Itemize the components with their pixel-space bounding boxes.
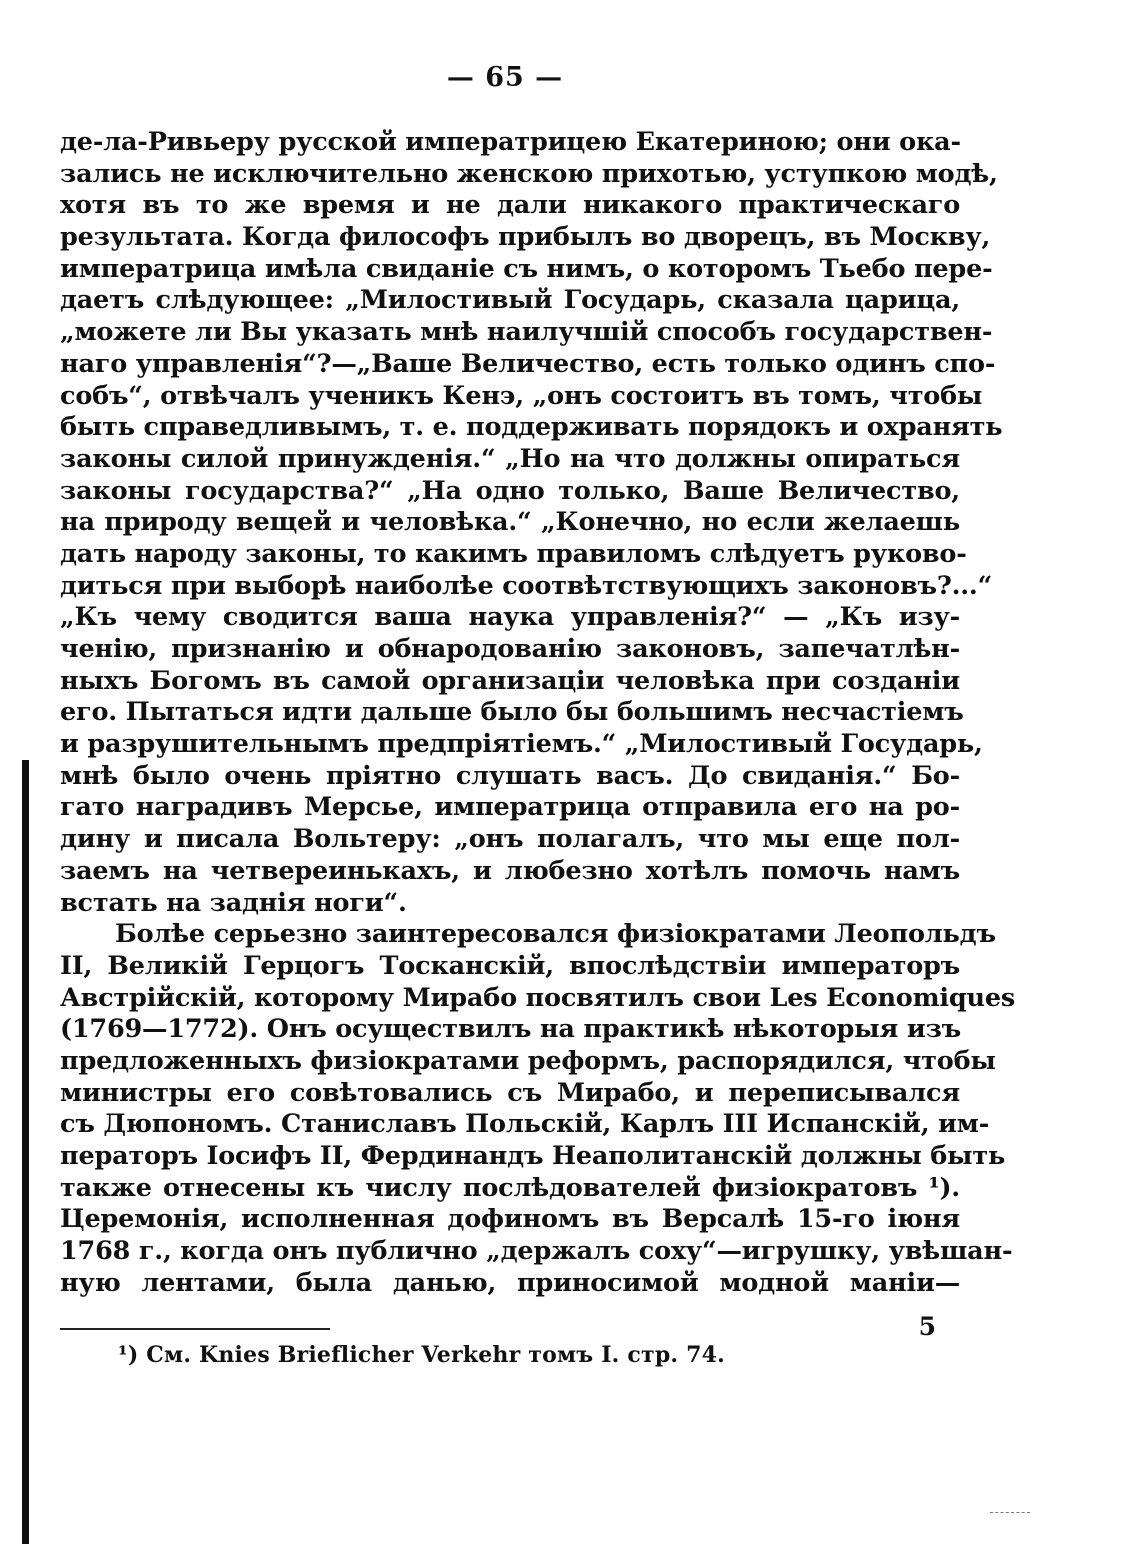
text-line: ныхъ Богомъ въ самой организаціи человѣка при созданіи	[60, 665, 960, 696]
text-line: мнѣ было очень пріятно слушать васъ. До свиданія.“ Бо-	[60, 760, 960, 791]
text-line: (1769—1772). Онъ осуществилъ на практикѣ нѣкоторыя изъ	[60, 1014, 962, 1045]
scan-binding-edge	[22, 760, 29, 1544]
paragraph-end-line: встать на заднія ноги“.	[60, 887, 407, 918]
text-line: дину и писала Вольтеру: „онъ полагалъ, что мы еще пол-	[60, 824, 960, 855]
text-line: также отнесены къ числу послѣдователей физіократовъ ¹).	[60, 1172, 960, 1203]
text-line: ператоръ Іосифъ II, Фердинандъ Неаполитанскій должны быть	[60, 1141, 1006, 1171]
text-line: императрица имѣла свиданіе съ нимъ, о которомъ Тьебо пере-	[60, 253, 993, 284]
text-line: министры его совѣтовались съ Мирабо, и переписывался	[60, 1077, 960, 1108]
text-line: заемъ на четвереинькахъ, и любезно хотѣлъ помочь намъ	[60, 855, 960, 886]
text-line: де-ла-Ривьеру русской императрицею Екатериною; они ока-	[60, 127, 961, 157]
text-line: законы силой принужденія.“ „Но на что должны опираться	[60, 443, 960, 474]
text-line: съ Дюпономъ. Станиславъ Польскій, Карлъ III Испанскій, им-	[60, 1109, 990, 1140]
text-line: даетъ слѣдующее: „Милостивый Государь, сказала царица,	[60, 285, 960, 316]
text-line: „можете ли Вы указать мнѣ наилучшій способъ государствен-	[60, 317, 993, 348]
text-line: собъ“, отвѣчалъ ученикъ Кенэ, „онъ состоитъ въ томъ, чтобы	[60, 380, 983, 411]
printer-signature-mark: 5	[918, 1312, 936, 1341]
text-line: результата. Когда философъ прибылъ во дворецъ, въ Москву,	[60, 222, 991, 253]
text-line: на природу вещей и человѣка.“ „Конечно, но если желаешь	[60, 507, 960, 538]
footnote-rule	[60, 1328, 330, 1330]
footnote: ¹) См. Knies Brieflicher Verkehr томъ I. стр. 74.	[118, 1342, 726, 1368]
body-text	[60, 127, 1016, 1299]
text-line: законы государства?“ „На одно только, Ваше Величество,	[60, 475, 960, 506]
footnote-separator-row	[60, 1312, 960, 1342]
text-line: гато наградивъ Мерсье, императрица отправила его на ро-	[60, 792, 960, 823]
text-line: ную лентами, была данью, приносимой модной маніи—	[60, 1267, 960, 1298]
text-line: его. Пытаться идти дальше было бы большимъ несчастіемъ	[60, 697, 964, 728]
text-line: 1768 г., когда онъ публично „держалъ соху“—игрушку, увѣшан-	[60, 1236, 1013, 1267]
text-line: ченію, признанію и обнародованію законовъ, запечатлѣн-	[60, 634, 960, 664]
text-line: Церемонія, исполненная дофиномъ въ Версалѣ 15-го іюня	[60, 1204, 960, 1235]
scan-artifact	[990, 1512, 1030, 1513]
text-line: II, Великій Герцогъ Тосканскій, впослѣдствіи императоръ	[60, 950, 960, 981]
text-line: дать народу законы, то какимъ правиломъ слѣдуетъ руково-	[60, 538, 967, 569]
text-line: хотя въ то же время и не дали никакого практическаго	[60, 190, 960, 221]
text-line: зались не исключительно женскою прихотью, уступкою модѣ,	[60, 158, 998, 189]
paragraph-start-line: Болѣе серьезно заинтересовался физіократами Леопольдъ	[115, 919, 996, 950]
text-line: наго управленія“?—„Ваше Величество, есть только одинъ спо-	[60, 348, 996, 379]
text-line: быть справедливымъ, т. е. поддерживать порядокъ и охранять	[60, 412, 1003, 443]
text-line: Австрійскій, которому Мирабо посвятилъ свои Les Economiques	[60, 982, 1016, 1013]
text-line: „Къ чему сводится ваша наука управленія?“ — „Къ изу-	[60, 602, 960, 633]
text-line: и разрушительнымъ предпріятіемъ.“ „Милостивый Государь,	[60, 729, 983, 760]
text-line: предложенныхъ физіократами реформъ, распорядился, чтобы	[60, 1045, 996, 1076]
page-number: — 65 —	[446, 62, 564, 93]
text-line: диться при выборѣ наиболѣе соотвѣтствующихъ законовъ?...“	[60, 570, 993, 601]
